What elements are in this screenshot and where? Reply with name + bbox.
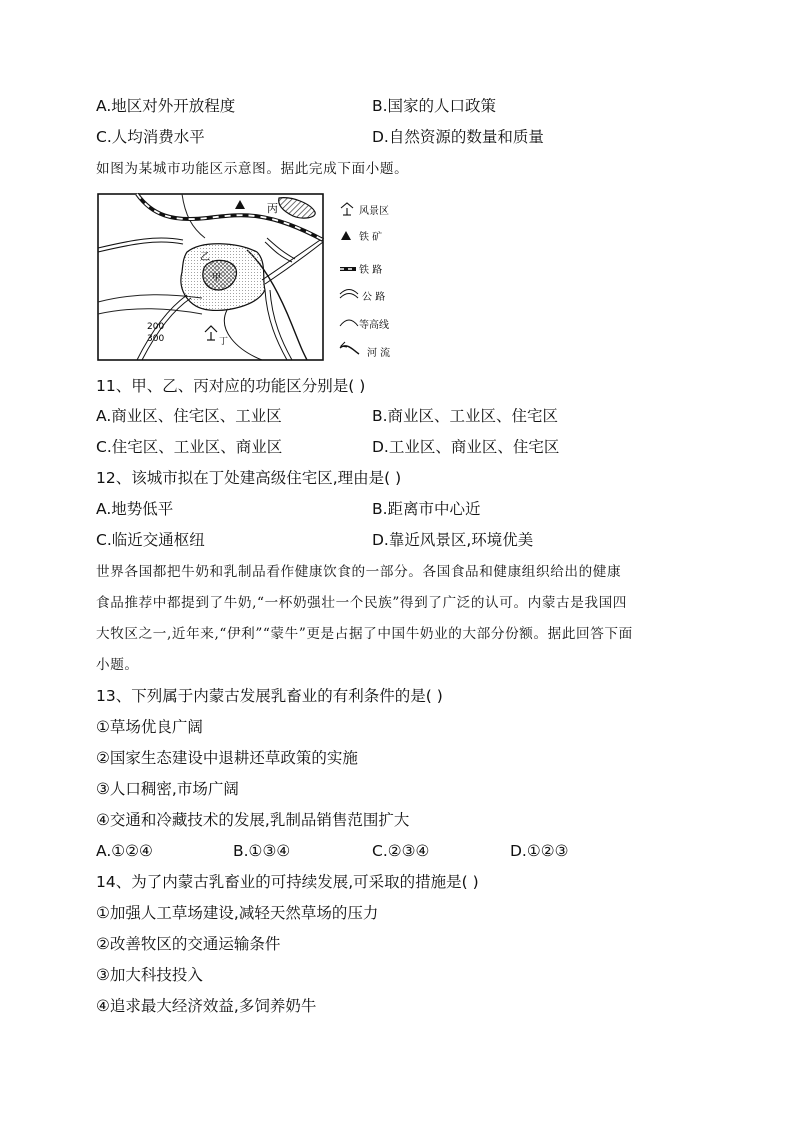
q13-option-a: A.①②④ [96, 842, 153, 860]
label-yi: 乙 [200, 252, 210, 263]
label-contour-200: 200 [147, 322, 165, 332]
q11-stem: 11、甲、乙、丙对应的功能区分别是( ) [96, 377, 366, 395]
q13-option-b: B.①③④ [233, 842, 291, 860]
q11-option-a: A.商业区、住宅区、工业区 [96, 407, 282, 425]
legend-scenic-icon [341, 203, 353, 215]
q11-option-b: B.商业区、工业区、住宅区 [372, 407, 559, 425]
q13-item-4: ④交通和冷藏技术的发展,乳制品销售范围扩大 [96, 811, 410, 829]
label-jia: 甲 [212, 273, 222, 283]
milk-intro-line: 小题。 [96, 657, 139, 673]
q11-option-c: C.住宅区、工业区、商业区 [96, 438, 283, 456]
label-ding: 丁 [219, 337, 229, 347]
legend-iron-icon [341, 231, 351, 240]
legend-contour: 等高线 [359, 320, 389, 331]
q13-option-d: D.①②③ [510, 842, 569, 860]
label-bing: 丙 [267, 202, 278, 215]
q12-option-a: A.地势低平 [96, 500, 174, 518]
legend-scenic: 风景区 [359, 206, 389, 217]
q10-option-d: D.自然资源的数量和质量 [372, 128, 544, 146]
legend-river: 河 流 [367, 348, 391, 359]
q14-item-3: ③加大科技投入 [96, 966, 203, 984]
q10-option-a: A.地区对外开放程度 [96, 97, 236, 115]
q12-stem: 12、该城市拟在丁处建高级住宅区,理由是( ) [96, 469, 402, 487]
label-contour-300: 300 [147, 334, 165, 344]
q11-option-d: D.工业区、商业区、住宅区 [372, 438, 560, 456]
q12-option-c: C.临近交通枢纽 [96, 531, 205, 549]
q10-option-b: B.国家的人口政策 [372, 97, 497, 115]
q13-item-3: ③人口稠密,市场广阔 [96, 780, 239, 798]
q14-item-4: ④追求最大经济效益,多饲养奶牛 [96, 997, 317, 1015]
q14-item-2: ②改善牧区的交通运输条件 [96, 935, 281, 953]
q13-option-c: C.②③④ [372, 842, 430, 860]
q14-item-1: ①加强人工草场建设,减轻天然草场的压力 [96, 904, 379, 922]
q10-option-c: C.人均消费水平 [96, 128, 205, 146]
legend-contour-icon [340, 320, 358, 326]
milk-intro-line: 世界各国都把牛奶和乳制品看作健康饮食的一部分。各国食品和健康组织给出的健康 [96, 564, 622, 580]
milk-intro-line: 大牧区之一,近年来,“伊利”“蒙牛”更是占据了中国牛奶业的大部分份额。据此回答下面 [96, 626, 633, 642]
q12-option-b: B.距离市中心近 [372, 500, 481, 518]
city-function-map [97, 190, 417, 365]
q13-stem: 13、下列属于内蒙古发展乳畜业的有利条件的是( ) [96, 687, 443, 705]
map-intro: 如图为某城市功能区示意图。据此完成下面小题。 [96, 161, 409, 177]
legend-highway: 公 路 [362, 292, 386, 303]
map-legend [340, 203, 390, 359]
legend-iron: 铁 矿 [359, 232, 383, 243]
q13-item-1: ①草场优良广阔 [96, 718, 203, 736]
legend-river-icon [340, 346, 359, 354]
legend-railway: 铁 路 [359, 265, 383, 276]
q14-stem: 14、为了内蒙古乳畜业的可持续发展,可采取的措施是( ) [96, 873, 479, 891]
q12-option-d: D.靠近风景区,环境优美 [372, 531, 534, 549]
q13-item-2: ②国家生态建设中退耕还草政策的实施 [96, 749, 358, 767]
milk-intro-line: 食品推荐中都提到了牛奶,“一杯奶强壮一个民族”得到了广泛的认可。内蒙古是我国四 [96, 595, 627, 611]
